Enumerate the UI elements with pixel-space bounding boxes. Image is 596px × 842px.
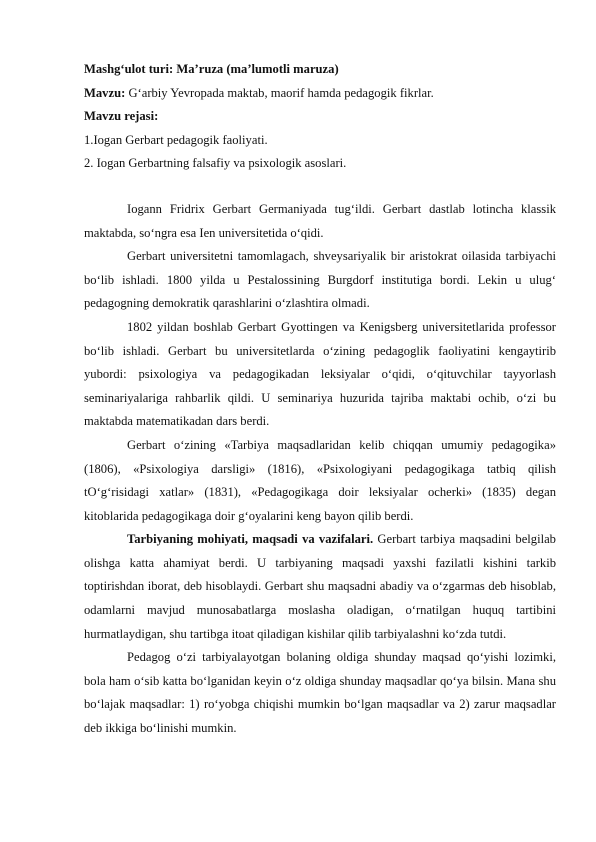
spacer [84,176,556,198]
plan-heading: Mavzu rejasi: [84,109,159,124]
paragraph-1: Iogann Fridrix Gerbart Germaniyada tug‘ildi. Gerbart dastlab lotincha klassik maktabda, so‘ngra esa Ien universitetida o‘qidi. [84,201,556,240]
topic-line [84,82,556,106]
paragraph-5 [84,528,556,646]
lesson-type-value: Ma’ruza (ma’lumotli maruza) [176,62,339,76]
lesson-type-line [84,58,556,82]
section-heading: Tarbiyaning mohiyati, maqsadi va vazifalari. [127,532,374,547]
paragraph-3: 1802 yildan boshlab Gerbart Gyottingen va Kenigsberg universitetlarida professor bo‘lib ishladi. Gerbart bu universitetlarda o‘zining pedagoglik faoliyatini kengaytirib yubordi: psixologiya va pedagogikadan leksiyalar o‘qidi, o‘qituvchilar tayyorlash seminariyalariga rahbarlik qildi. U seminariya huzurida tajriba maktabi ochib, o‘zi bu maktabda matematikadan dars berdi. [84,319,556,429]
plan-item-2: 2. Iogan Gerbartning falsafiy va psixologik asoslari. [84,156,347,171]
paragraph-4: Gerbart o‘zining «Tarbiya maqsadlaridan kelib chiqqan umumiy pedagogika» (1806), «Psixologiya darsligi» (1816), «Psixologiyani pedagogikaga tatbiq qilish tO‘g‘risidagi xatlar» (1831), «Pedagogikaga doir leksiyalar ocherki» (1835) degan kitoblarida pedagogikaga doir g‘oyalarini keng bayon qilib berdi. [84,437,556,523]
topic-value: G‘arbiy Yevropada maktab, maorif hamda pedagogik fikrlar. [128,85,434,100]
paragraph-2: Gerbart universitetni tamomlagach, shveysariyalik bir aristokrat oilasida tarbiyachi bo‘lib ishladi. 1800 yilda u Pestalossining Burgdorf institutiga bordi. Lekin u ulug‘ pedagogning demokratik qarashlarini o‘zlashtira olmadi. [84,249,556,311]
paragraph-6: Pedagog o‘zi tarbiyalayotgan bolaning oldiga shunday maqsad qo‘yishi lozimki, bola ham o‘sib katta bo‘lganidan keyin o‘z oldiga shunday maqsadlar qo‘ya bilsin. Mana shu bo‘lajak maqsadlar: 1) ro‘yobga chiqishi mumkin bo‘lgan maqsadlar va 2) zarur maqsadlar deb ikkiga bo‘linishi mumkin. [84,650,556,736]
lesson-type-label: Mashg‘ulot turi: [84,62,174,76]
paragraph-5-text: Gerbart tarbiya maqsadini belgilab olishga katta ahamiyat berdi. U tarbiyaning maqsadi yaxshi fazilatli kishini tarkib toptirishdan iborat, deb hisoblaydi. Gerbart shu maqsadni abadiy va o‘zgarmas deb hisoblab, odamlarni mavjud munosabatlarga moslasha oladigan, o‘rnatilgan huquq tartibini hurmatlaydigan, shu tartibga itoat qiladigan kishilar qilib tarbiyalashni ko‘zda tutdi. [84,532,556,641]
plan-item-1: 1.Iogan Gerbart pedagogik faoliyati. [84,132,268,147]
topic-label: Mavzu: [84,85,126,100]
document-page [84,58,556,741]
